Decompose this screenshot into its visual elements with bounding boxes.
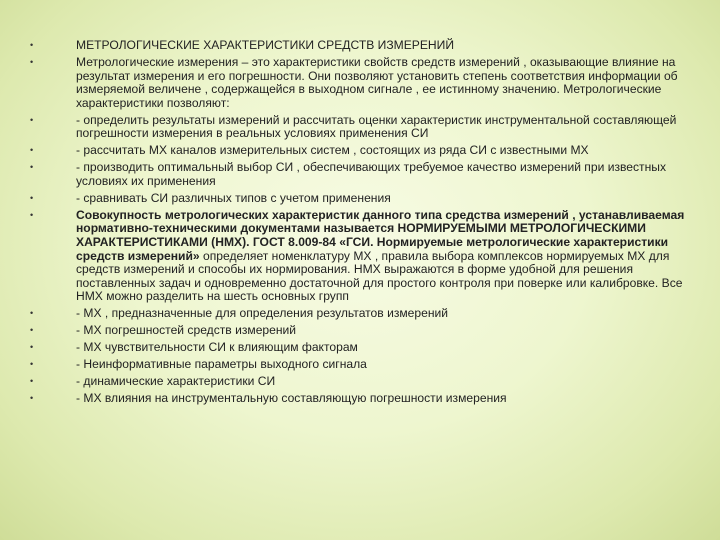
bullet-icon: • <box>30 325 34 336</box>
list-item <box>30 209 690 304</box>
item-text: - Неинформативные параметры выходного сигнала <box>76 357 367 372</box>
bullet-icon: • <box>30 192 34 203</box>
bullet-icon: • <box>30 145 34 156</box>
item-text: - МХ влияния на инструментальную составляющую погрешности измерения <box>76 391 507 406</box>
bullet-icon: • <box>30 209 34 220</box>
list-item <box>30 192 690 206</box>
bullet-list <box>30 39 690 409</box>
item-text: МЕТРОЛОГИЧЕСКИЕ ХАРАКТЕРИСТИКИ СРЕДСТВ ИЗМЕРЕНИЙ <box>76 38 455 52</box>
list-item <box>30 307 690 321</box>
list-item <box>30 341 690 355</box>
list-item <box>30 144 690 158</box>
bullet-icon: • <box>30 308 34 319</box>
list-item <box>30 114 690 141</box>
item-text: - МХ чувствительности СИ к влияющим факторам <box>76 340 358 355</box>
list-item <box>30 375 690 389</box>
bullet-icon: • <box>30 56 34 67</box>
item-text: - сравнивать СИ различных типов с учетом применения <box>76 190 391 205</box>
item-text: определяет номенклатуру МХ , правила выбора комплексов нормируемых МХ для средств измерений и способы их нормирования. НМХ выражаются в форме удобной для решения поставленных задач и одновременно достаточной для простого контроля при поверке или калибровке. Все НМХ можно разделить на шесть основных групп <box>76 248 683 304</box>
item-text: - динамические характеристики СИ <box>76 374 276 389</box>
list-item <box>30 56 690 110</box>
item-text: - МХ погрешностей средств измерений <box>76 323 297 338</box>
list-item <box>30 324 690 338</box>
list-item <box>30 392 690 406</box>
list-item <box>30 39 690 53</box>
bullet-icon: • <box>30 114 34 125</box>
item-text: Метрологические измерения – это характеристики свойств средств измерений , оказывающие влияние на результат измерения и его погрешности. Они позволяют установить степень соответствия информации об измеряемой величене , содержащейся в выходном сигнале , ее истинному значению. Метрологические характеристики позволяют: <box>76 54 678 110</box>
list-item <box>30 358 690 372</box>
bullet-icon: • <box>30 40 34 50</box>
item-text: - рассчитать МХ каналов измерительных систем , состоящих из ряда СИ с известными МХ <box>76 143 589 158</box>
bullet-icon: • <box>30 342 34 353</box>
item-bold-text: Совокупность метрологических характеристик данного типа средства измерений , устанавливаемая нормативно-техническими документами называется НОРМИРУЕМЫМИ МЕТРОЛОГИЧЕСКИМИ ХАРАКТЕРИСТИКАМИ (НМХ). ГОСТ 8.009-84 «ГСИ. Нормируемые метрологические характеристики средств измерений» <box>76 207 685 263</box>
list-item <box>30 161 690 188</box>
bullet-icon: • <box>30 359 34 370</box>
bullet-icon: • <box>30 162 34 173</box>
item-text: - определить результаты измерений и рассчитать оценки характеристик инструментальной составляющей погрешности измерения в реальных условиях применения СИ <box>76 112 677 141</box>
item-text: - МХ , предназначенные для определения результатов измерений <box>76 306 449 321</box>
bullet-icon: • <box>30 376 34 387</box>
item-text: - производить оптимальный выбор СИ , обеспечивающих требуемое качество измерений при известных условиях их применения <box>76 160 667 188</box>
bullet-icon: • <box>30 393 34 404</box>
